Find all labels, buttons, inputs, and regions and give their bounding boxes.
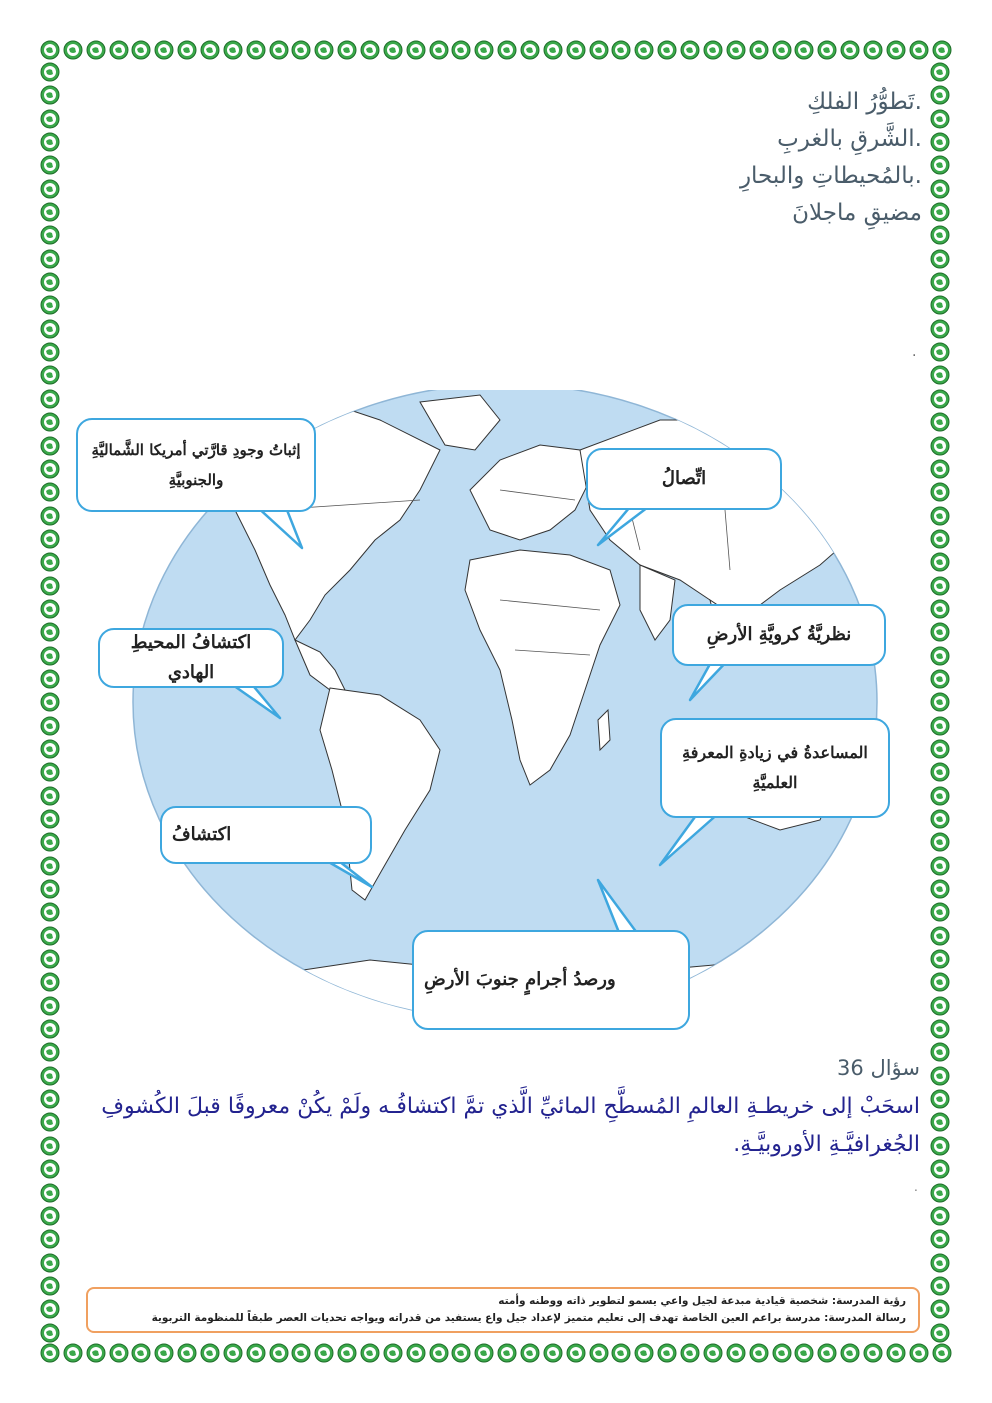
globe-icon [383, 40, 403, 60]
globe-icon [40, 879, 60, 899]
globe-icon [930, 225, 950, 245]
globe-icon [40, 1253, 60, 1273]
globe-icon [40, 272, 60, 292]
globe-icon [63, 40, 83, 60]
globe-icon [930, 319, 950, 339]
globe-icon [566, 1343, 586, 1363]
globe-icon [429, 1343, 449, 1363]
globe-icon [40, 646, 60, 666]
globe-icon [886, 40, 906, 60]
globe-icon [932, 1343, 952, 1363]
globe-icon [520, 40, 540, 60]
globe-icon [930, 1089, 950, 1109]
border-right [930, 62, 950, 1343]
globe-icon [930, 412, 950, 432]
globe-icon [930, 436, 950, 456]
globe-icon [703, 40, 723, 60]
globe-icon [40, 809, 60, 829]
globe-icon [930, 1276, 950, 1296]
globe-icon [611, 1343, 631, 1363]
question-text: اسحَبْ إلى خريطـةِ العالمِ المُسطَّحِ المائيِّ الَّذي تمَّ اكتشافُـه ولَمْ يكُنْ معروفًا قبلَ الكُشوفِ الجُغرافيَّـةِ الأوروبيَّـةِ. [101, 1094, 920, 1157]
globe-icon [269, 40, 289, 60]
border-bottom [40, 1343, 952, 1363]
globe-icon [930, 972, 950, 992]
globe-icon [680, 40, 700, 60]
globe-icon [930, 1253, 950, 1273]
globe-icon [40, 1299, 60, 1319]
globe-icon [40, 1066, 60, 1086]
bubble-link-text: اتِّصالُ [661, 468, 707, 489]
globe-icon [657, 1343, 677, 1363]
globe-icon [40, 1089, 60, 1109]
globe-icon [930, 1042, 950, 1062]
globe-icon [406, 40, 426, 60]
globe-icon [930, 1159, 950, 1179]
globe-icon [930, 85, 950, 105]
globe-icon [40, 319, 60, 339]
globe-icon [40, 1343, 60, 1363]
bubble-americas-text: إثباتُ وجودِ قارَّتي أمريكا الشَّماليَّةِ والجنوبيَّةِ [91, 441, 301, 489]
globe-icon [40, 1159, 60, 1179]
globe-icon [314, 1343, 334, 1363]
globe-icon [930, 1112, 950, 1132]
globe-icon [40, 972, 60, 992]
globe-icon [40, 552, 60, 572]
globe-icon [930, 62, 950, 82]
globe-icon [429, 40, 449, 60]
marker-dot-2: . [914, 1180, 918, 1194]
globe-icon [543, 1343, 563, 1363]
globe-icon [930, 786, 950, 806]
globe-icon [40, 692, 60, 712]
globe-icon [40, 85, 60, 105]
globe-icon [543, 40, 563, 60]
globe-icon [930, 902, 950, 922]
globe-icon [634, 1343, 654, 1363]
globe-icon [40, 179, 60, 199]
globe-icon [40, 342, 60, 362]
globe-icon [246, 40, 266, 60]
globe-icon [817, 40, 837, 60]
globe-icon [772, 40, 792, 60]
globe-icon [520, 1343, 540, 1363]
globe-icon [930, 109, 950, 129]
globe-icon [200, 1343, 220, 1363]
globe-icon [383, 1343, 403, 1363]
option-astronomy[interactable]: .تَطوُّرُ الفلكِ [807, 89, 922, 115]
globe-icon [40, 459, 60, 479]
globe-icon [930, 646, 950, 666]
bubble-americas[interactable] [76, 418, 316, 512]
globe-icon [930, 1136, 950, 1156]
globe-icon [772, 1343, 792, 1363]
globe-icon [40, 1229, 60, 1249]
globe-icon [930, 716, 950, 736]
bubble-knowledge-text: المساعدةُ في زيادةِ المعرفةِ العلميَّةِ [682, 743, 868, 792]
globe-icon [177, 1343, 197, 1363]
globe-icon [930, 1066, 950, 1086]
globe-icon [40, 482, 60, 502]
globe-icon [451, 40, 471, 60]
globe-icon [930, 295, 950, 315]
globe-icon [909, 1343, 929, 1363]
globe-icon [930, 622, 950, 642]
globe-icon [154, 40, 174, 60]
globe-icon [930, 506, 950, 526]
globe-icon [863, 40, 883, 60]
answer-options [740, 84, 922, 232]
globe-icon [680, 1343, 700, 1363]
globe-icon [930, 389, 950, 409]
globe-icon [930, 692, 950, 712]
bubble-discovery[interactable] [160, 806, 372, 864]
globe-icon [840, 40, 860, 60]
globe-icon [930, 1299, 950, 1319]
globe-icon [40, 1112, 60, 1132]
globe-icon [337, 40, 357, 60]
globe-icon [40, 949, 60, 969]
border-left [40, 62, 60, 1343]
border-top [40, 40, 952, 60]
globe-icon [40, 109, 60, 129]
globe-icon [726, 40, 746, 60]
globe-icon [40, 1042, 60, 1062]
globe-icon [930, 1019, 950, 1039]
globe-icon [406, 1343, 426, 1363]
globe-icon [703, 1343, 723, 1363]
globe-icon [40, 1276, 60, 1296]
globe-icon [40, 1323, 60, 1343]
globe-icon [131, 1343, 151, 1363]
globe-icon [40, 762, 60, 782]
globe-icon [726, 1343, 746, 1363]
globe-icon [131, 40, 151, 60]
globe-icon [863, 1343, 883, 1363]
globe-icon [291, 40, 311, 60]
globe-icon [40, 622, 60, 642]
globe-icon [909, 40, 929, 60]
globe-icon [154, 1343, 174, 1363]
globe-icon [497, 1343, 517, 1363]
globe-icon [109, 1343, 129, 1363]
globe-icon [930, 529, 950, 549]
school-vision: رؤية المدرسة: شخصية قيادية مبدعة لجيل واعي يسمو لتطوير ذاته ووطنه وأمته [498, 1295, 906, 1307]
globe-icon [40, 576, 60, 596]
globe-icon [40, 202, 60, 222]
globe-icon [177, 40, 197, 60]
globe-icon [223, 40, 243, 60]
globe-icon [474, 1343, 494, 1363]
globe-icon [930, 879, 950, 899]
globe-icon [930, 739, 950, 759]
globe-icon [40, 389, 60, 409]
globe-icon [40, 1183, 60, 1203]
globe-icon [40, 902, 60, 922]
globe-icon [930, 762, 950, 782]
globe-icon [40, 225, 60, 245]
globe-icon [930, 1206, 950, 1226]
globe-icon [589, 1343, 609, 1363]
globe-icon [40, 412, 60, 432]
globe-icon [109, 40, 129, 60]
globe-icon [749, 40, 769, 60]
bubble-sphere[interactable] [672, 604, 886, 666]
globe-icon [40, 786, 60, 806]
globe-icon [40, 506, 60, 526]
globe-icon [360, 40, 380, 60]
globe-icon [40, 926, 60, 946]
globe-icon [40, 716, 60, 736]
globe-icon [40, 739, 60, 759]
globe-icon [40, 669, 60, 689]
globe-icon [200, 40, 220, 60]
globe-icon [930, 365, 950, 385]
globe-icon [451, 1343, 471, 1363]
globe-icon [40, 1136, 60, 1156]
globe-icon [817, 1343, 837, 1363]
globe-icon [930, 1229, 950, 1249]
globe-icon [794, 40, 814, 60]
bubble-pacific[interactable] [98, 628, 284, 688]
globe-icon [589, 40, 609, 60]
globe-icon [337, 1343, 357, 1363]
globe-icon [474, 40, 494, 60]
globe-icon [40, 132, 60, 152]
globe-icon [40, 40, 60, 60]
globe-icon [40, 529, 60, 549]
school-mission: رسالة المدرسة: مدرسة براعم العين الخاصة تهدف إلى تعليم متميز لإعداد جيل واع يستفيد من قدراته ويواجه تحديات العصر طبقاً للمنظومة التربوية [151, 1312, 906, 1324]
globe-icon [930, 599, 950, 619]
globe-icon [930, 926, 950, 946]
globe-icon [291, 1343, 311, 1363]
globe-icon [223, 1343, 243, 1363]
option-oceans[interactable]: .بالمُحيطاتِ والبحارِ [739, 163, 922, 189]
globe-icon [930, 482, 950, 502]
globe-icon [932, 40, 952, 60]
bubble-south-bodies-text: ورصدُ أجرامٍ جنوبَ الأرضِ [424, 969, 616, 990]
globe-icon [40, 155, 60, 175]
question-number: سؤال 36 [837, 1056, 920, 1080]
globe-icon [930, 249, 950, 269]
globe-icon [63, 1343, 83, 1363]
globe-icon [749, 1343, 769, 1363]
marker-dot: . [912, 344, 917, 360]
globe-icon [40, 996, 60, 1016]
globe-icon [930, 856, 950, 876]
globe-icon [840, 1343, 860, 1363]
globe-icon [40, 365, 60, 385]
globe-icon [40, 1019, 60, 1039]
globe-icon [930, 202, 950, 222]
globe-icon [930, 132, 950, 152]
globe-icon [930, 669, 950, 689]
globe-icon [40, 856, 60, 876]
bubble-discovery-text: اكتشافُ [172, 824, 232, 845]
school-footer [86, 1287, 920, 1333]
option-magellan[interactable]: مضيقِ ماجلانَ [792, 200, 922, 226]
globe-icon [886, 1343, 906, 1363]
bubble-south-bodies[interactable] [412, 930, 690, 1030]
globe-icon [611, 40, 631, 60]
globe-icon [930, 832, 950, 852]
bubble-pacific-text: اكتشافُ المحيطِ الهادي [130, 632, 252, 683]
globe-icon [930, 996, 950, 1016]
globe-icon [40, 249, 60, 269]
globe-icon [40, 436, 60, 456]
globe-icon [86, 40, 106, 60]
globe-icon [794, 1343, 814, 1363]
globe-icon [314, 40, 334, 60]
bubble-sphere-text: نظريَّةُ كرويَّةِ الأرضِ [706, 624, 852, 645]
globe-icon [86, 1343, 106, 1363]
globe-icon [930, 576, 950, 596]
globe-icon [930, 1183, 950, 1203]
globe-icon [40, 295, 60, 315]
globe-icon [930, 272, 950, 292]
globe-icon [269, 1343, 289, 1363]
globe-icon [40, 62, 60, 82]
globe-icon [930, 342, 950, 362]
option-east-west[interactable]: .الشَّرقِ بالغربِ [777, 126, 922, 152]
globe-icon [930, 552, 950, 572]
globe-icon [657, 40, 677, 60]
globe-icon [40, 1206, 60, 1226]
globe-icon [930, 459, 950, 479]
globe-icon [566, 40, 586, 60]
globe-icon [634, 40, 654, 60]
globe-icon [360, 1343, 380, 1363]
globe-icon [930, 949, 950, 969]
globe-icon [40, 832, 60, 852]
bubble-link[interactable] [586, 448, 782, 510]
globe-icon [40, 599, 60, 619]
globe-icon [497, 40, 517, 60]
globe-icon [930, 809, 950, 829]
bubble-knowledge[interactable] [660, 718, 890, 818]
globe-icon [246, 1343, 266, 1363]
globe-icon [930, 179, 950, 199]
globe-icon [930, 1323, 950, 1343]
globe-icon [930, 155, 950, 175]
